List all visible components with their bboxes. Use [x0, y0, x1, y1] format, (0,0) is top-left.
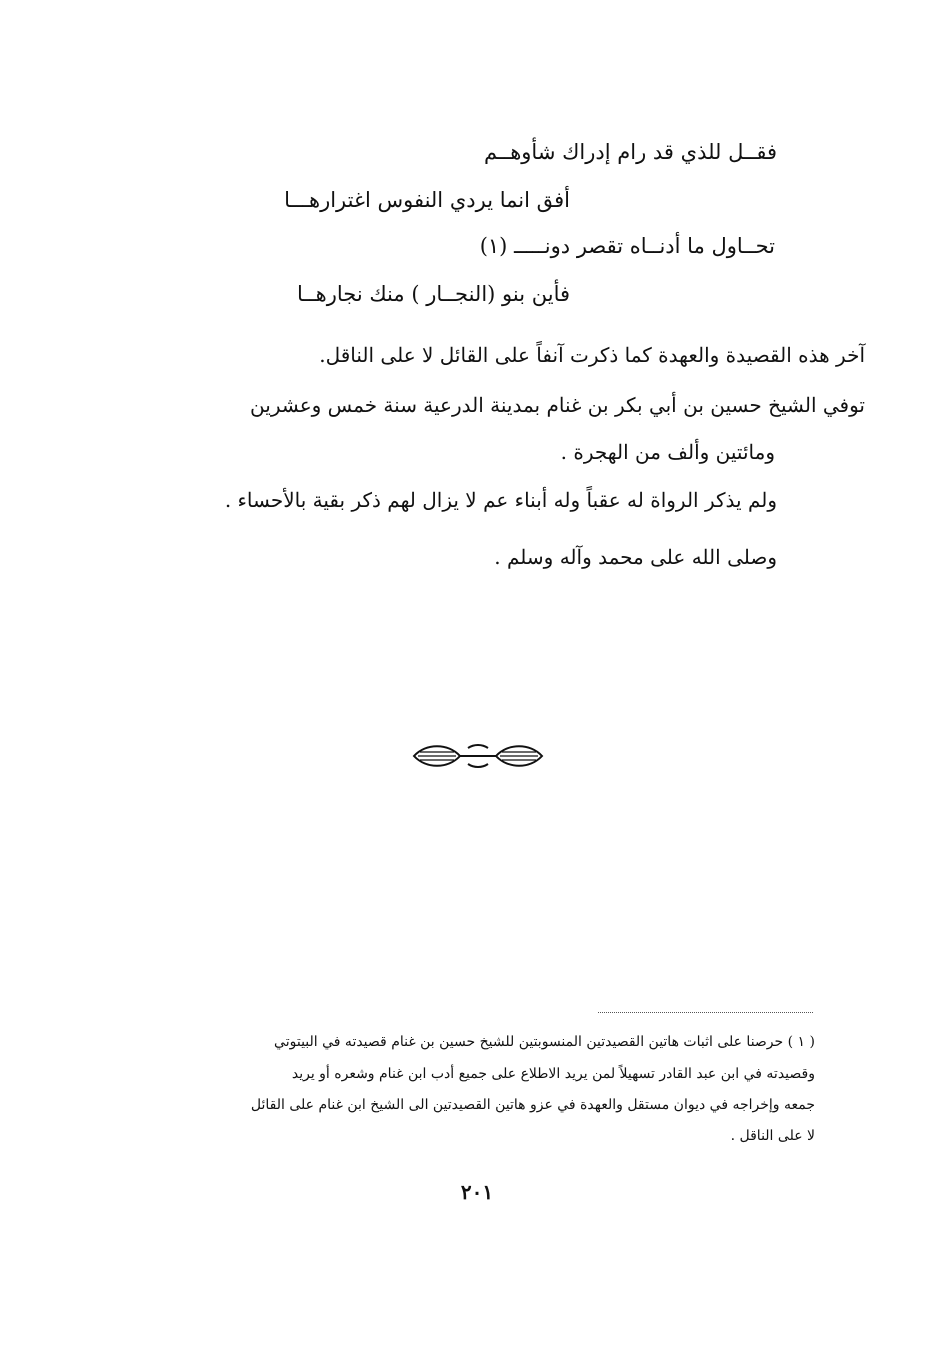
poem-line-3: تحــاول ما أدنــاه تقصر دونـــــ (١) — [479, 234, 775, 258]
footnote-line-1: ( ١ ) حرصنا على اثبات هاتين القصيدتين المنسوبتين للشيخ حسين بن غنام قصيدته في البيتوتي — [274, 1034, 815, 1050]
poem-line-1: فقــل للذي قد رام إدراك شأوهــم — [483, 140, 777, 164]
body-paragraph-2: توفي الشيخ حسين بن أبي بكر بن غنام بمدينة الدرعية سنة خمس وعشرين — [250, 393, 865, 417]
footnote-line-3: جمعه وإخراجه في ديوان مستقل والعهدة في عزو هاتين القصيدتين الى الشيخ ابن غنام على القائل — [250, 1097, 815, 1113]
footnote-line-2: وقصيدته في ابن عبد القادر تسهيلاً لمن يريد الاطلاع على جميع أدب ابن غنام وشعره أو يريد — [291, 1066, 815, 1082]
footnote-line-4: لا على الناقل . — [730, 1128, 815, 1144]
body-paragraph-5: وصلى الله على محمد وآله وسلم . — [494, 545, 777, 569]
body-paragraph-1: آخر هذه القصيدة والعهدة كما ذكرت آنفاً على القائل لا على الناقل. — [319, 343, 865, 367]
body-paragraph-3: ومائتين وألف من الهجرة . — [560, 440, 775, 464]
footnote-separator — [598, 1012, 813, 1013]
poem-line-4: فأين بنو (النجــار ) منك نجارهــا — [296, 282, 570, 306]
page-number: ٢٠١ — [460, 1180, 494, 1204]
ornament-divider-icon — [408, 741, 548, 771]
body-paragraph-4: ولم يذكر الرواة له عقباً وله أبناء عم لا يزال لهم ذكر بقية بالأحساء . — [224, 488, 777, 512]
poem-line-2: أفق انما يردي النفوس اغترارهـــا — [284, 188, 570, 212]
